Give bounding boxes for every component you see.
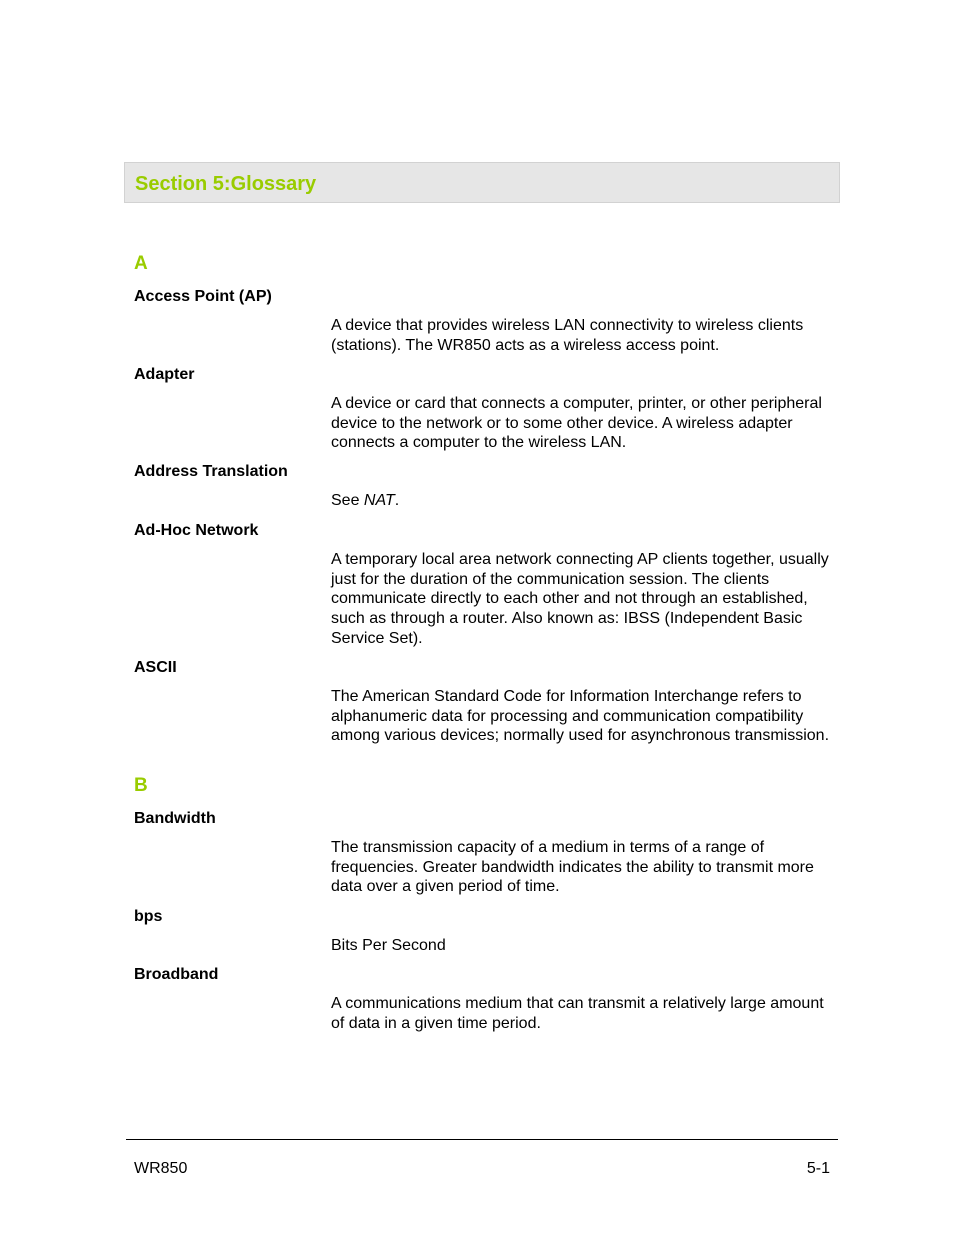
definition-cross-reference: NAT — [363, 492, 395, 509]
glossary-definition-address-translation — [331, 491, 831, 511]
definition-prefix: See — [331, 492, 364, 509]
glossary-definition-access-point: A device that provides wireless LAN connectivity to wireless clients (stations). The WR850 acts as a wireless access point. — [331, 317, 804, 354]
definition-suffix: . — [394, 492, 400, 509]
glossary-definition-ad-hoc-network: A temporary local area network connecting AP clients together, usually just for the duration of the communication session. The clients communicate directly to each other and not through an established, such as through a router. Also known as: IBSS (Independent Basic Service Set). — [331, 551, 829, 647]
glossary-term-bandwidth: Bandwidth — [134, 810, 216, 827]
glossary-term-ascii: ASCII — [134, 659, 177, 676]
glossary-definition-bandwidth: The transmission capacity of a medium in terms of a range of frequencies. Greater bandwidth indicates the ability to transmit more data over a given period of time. — [331, 839, 814, 896]
glossary-definition-bps: Bits Per Second — [331, 937, 446, 954]
footer-page-number: 5-1 — [806, 1160, 830, 1177]
glossary-term-bps: bps — [134, 908, 163, 925]
section-title: Section 5:Glossary — [135, 173, 317, 195]
footer-divider — [126, 1139, 838, 1140]
glossary-definition-broadband: A communications medium that can transmit a relatively large amount of data in a given time period. — [331, 995, 824, 1032]
section-header-bar — [124, 162, 840, 203]
glossary-definition-adapter: A device or card that connects a computer, printer, or other peripheral device to the network or to some other device. A wireless adapter connects a computer to the wireless LAN. — [331, 395, 822, 452]
glossary-term-access-point: Access Point (AP) — [134, 288, 272, 305]
glossary-letter-a: A — [134, 253, 148, 274]
glossary-term-ad-hoc-network: Ad-Hoc Network — [134, 522, 259, 539]
glossary-letter-b: B — [134, 775, 148, 796]
glossary-definition-ascii: The American Standard Code for Information Interchange refers to alphanumeric data for processing and communication compatibility among various devices; normally used for asynchronous transmission. — [331, 688, 830, 745]
glossary-term-address-translation: Address Translation — [134, 463, 288, 480]
glossary-term-broadband: Broadband — [134, 966, 219, 983]
glossary-term-adapter: Adapter — [134, 366, 195, 383]
footer-product-name: WR850 — [134, 1160, 188, 1177]
